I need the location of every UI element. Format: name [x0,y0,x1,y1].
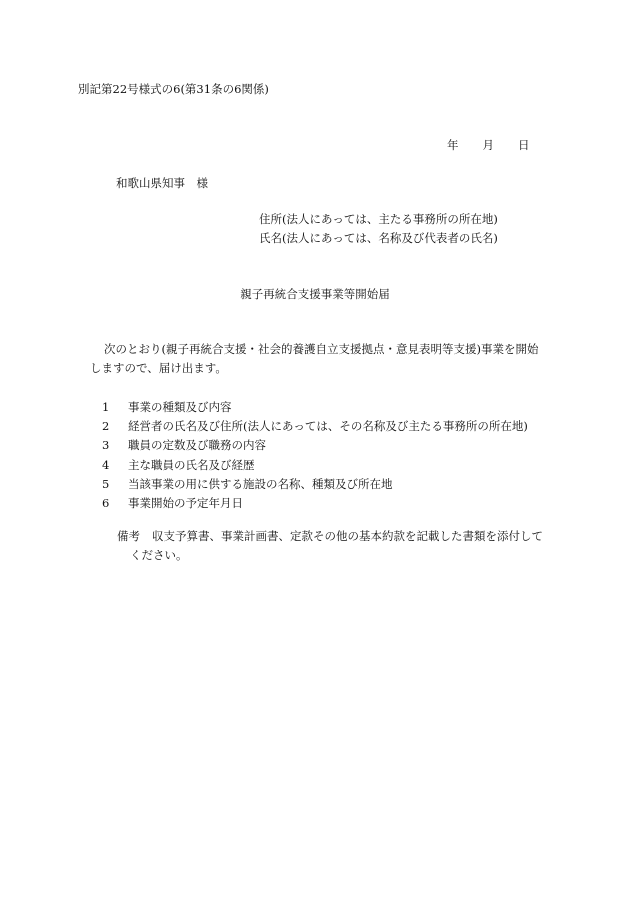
item-number: 1 [102,399,110,414]
date-year: 年 [447,138,459,152]
remarks-line-1 [117,529,543,545]
date-line [447,138,530,154]
item-number: 5 [102,477,110,492]
addressee: 和歌山県知事 様 [116,176,208,190]
item-text: 主な職員の氏名及び経歴 [128,457,255,472]
applicant-name-label: 氏名(法人にあっては、名称及び代表者の氏名) [259,231,498,245]
list-item [102,456,528,475]
item-text: 当該事業の用に供する施設の名称、種類及び所在地 [128,477,393,492]
body-text-line-2: しますので、届け出ます。 [90,361,227,375]
list-item [102,398,528,417]
item-text: 職員の定数及び職務の内容 [128,438,266,453]
list-item [102,417,528,436]
item-number: 3 [102,438,110,453]
item-list [102,398,528,514]
remarks-line-2: ください。 [130,548,188,562]
item-number: 6 [102,496,110,511]
item-text: 経営者の氏名及び住所(法人にあっては、その名称及び主たる事務所の所在地) [128,419,528,434]
item-number: 2 [102,419,110,434]
list-item [102,475,528,494]
date-month: 月 [482,138,494,152]
item-number: 4 [102,457,110,472]
form-number: 別記第22号様式の6(第31条の6関係) [78,82,269,96]
list-item [102,437,528,456]
remarks-text: 収支予算書、事業計画書、定款その他の基本約款を記載した書類を添付して [152,529,543,543]
date-day: 日 [518,138,530,152]
applicant-address-label: 住所(法人にあっては、主たる事務所の所在地) [259,212,498,226]
item-text: 事業の種類及び内容 [128,399,232,414]
remarks-label: 備考 [117,529,140,543]
item-text: 事業開始の予定年月日 [128,496,243,511]
list-item [102,494,528,513]
document-title: 親子再統合支援事業等開始届 [240,287,390,301]
body-text-line-1: 次のとおり(親子再統合支援・社会的養護自立支援拠点・意見表明等支援)事業を開始 [104,342,539,356]
